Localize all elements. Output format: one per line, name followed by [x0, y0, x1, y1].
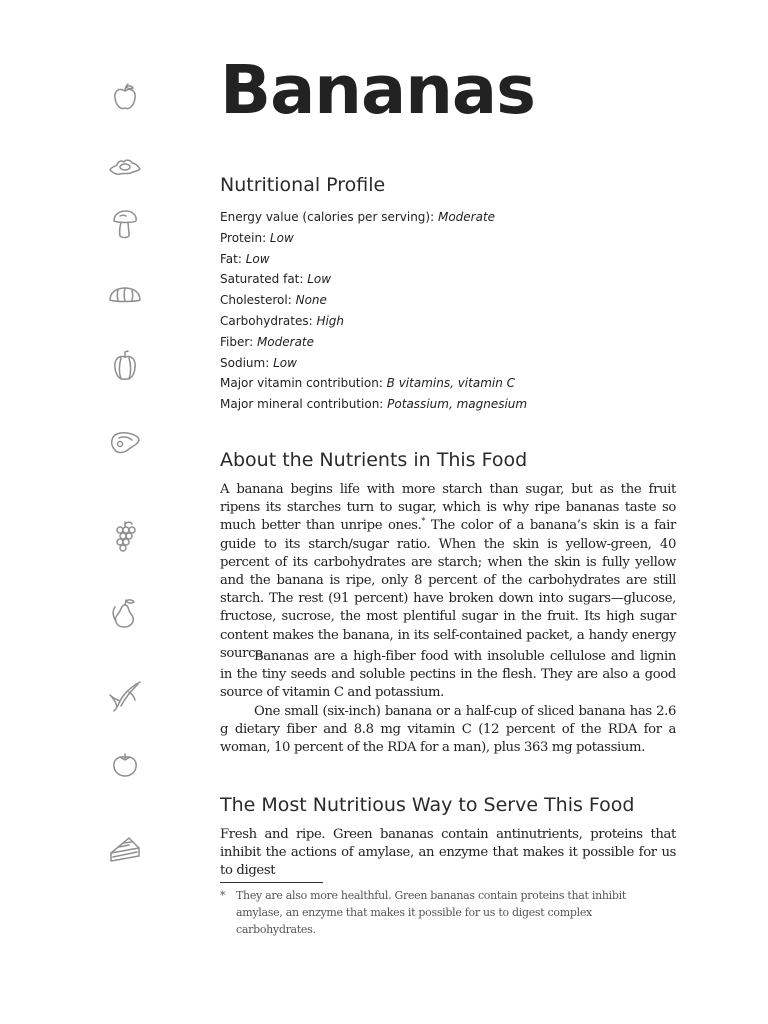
- nutritional-profile-heading: Nutritional Profile: [220, 174, 386, 196]
- footnote-divider: [220, 882, 323, 883]
- pie-icon: [104, 827, 146, 869]
- bread-icon: [104, 273, 146, 315]
- mushroom-icon: [104, 203, 146, 245]
- nutritional-profile-list: [220, 207, 676, 415]
- profile-row-fiber: Fiber: Moderate: [220, 334, 315, 349]
- serve-heading: The Most Nutritious Way to Serve This Food: [220, 794, 635, 816]
- profile-row-sodium: Sodium: Low: [220, 355, 297, 370]
- profile-row-saturated-fat: Saturated fat: Low: [220, 272, 332, 287]
- grapes-icon: [104, 516, 146, 558]
- food-icon-sidebar: [100, 0, 150, 1024]
- about-paragraph-1: A banana begins life with more starch than sugar, but as the fruit ripens its starches turn to sugar, which is why ripe bananas taste so much better than unripe ones.* The color of a banana’s skin is a fair guide to its starch/sugar ratio. When the skin is yellow-green, 40 percent of its carbohydrates are starch; when the skin is fully yellow and the banana is ripe, only 8 percent of the carbohydrates are still starch. The rest (91 percent) have broken down into sugars—glucose, fructose, sucrose, the most plentiful sugar in the fruit. Its high sugar content makes the banana, in its self-contained packet, a handy energy source.: [220, 482, 676, 661]
- profile-row-cholesterol: Cholesterol: None: [220, 293, 327, 308]
- tomato-icon: [104, 742, 146, 784]
- profile-row-carbohydrates: Carbohydrates: High: [220, 313, 345, 328]
- profile-row-energy: Energy value (calories per serving): Moderate: [220, 210, 496, 224]
- pepper-icon: [104, 345, 146, 387]
- footnote: * They are also more healthful. Green bananas contain proteins that inhibit amylase, an enzyme that makes it possible for us to digest complex carbohydrates.: [220, 887, 676, 938]
- about-paragraph-2: Bananas are a high-fiber food with insoluble cellulose and lignin in the tiny seeds and soluble pectins in the flesh. They are also a good source of vitamin C and potassium.: [220, 649, 676, 701]
- footnote-text: They are also more healthful. Green bananas contain proteins that inhibit amylase, an enzyme that makes it possible for us to digest complex carbohydrates.: [236, 889, 626, 936]
- serve-paragraph-1: Fresh and ripe. Green bananas contain antinutrients, proteins that inhibit the actions of amylase, an enzyme that makes it possible for us to digest: [220, 827, 676, 879]
- profile-row-fat: Fat: Low: [220, 251, 270, 266]
- about-paragraph-3: One small (six-inch) banana or a half-cup of sliced banana has 2.6 g dietary fiber and 8.8 mg vitamin C (12 percent of the RDA for a woman, 10 percent of the RDA for a man), plus 363 mg potassium.: [220, 704, 676, 756]
- profile-row-vitamins: Major vitamin contribution: B vitamins, vitamin C: [220, 376, 516, 391]
- page-title: Bananas: [220, 51, 535, 129]
- profile-row-protein: Protein: Low: [220, 230, 294, 245]
- about-nutrients-heading: About the Nutrients in This Food: [220, 449, 528, 471]
- apple-icon: [104, 76, 146, 118]
- fish-icon: [104, 675, 146, 717]
- egg-icon: [104, 146, 146, 188]
- meat-icon: [104, 421, 146, 463]
- profile-row-minerals: Major mineral contribution: Potassium, magnesium: [220, 397, 528, 412]
- pear-icon: [104, 592, 146, 634]
